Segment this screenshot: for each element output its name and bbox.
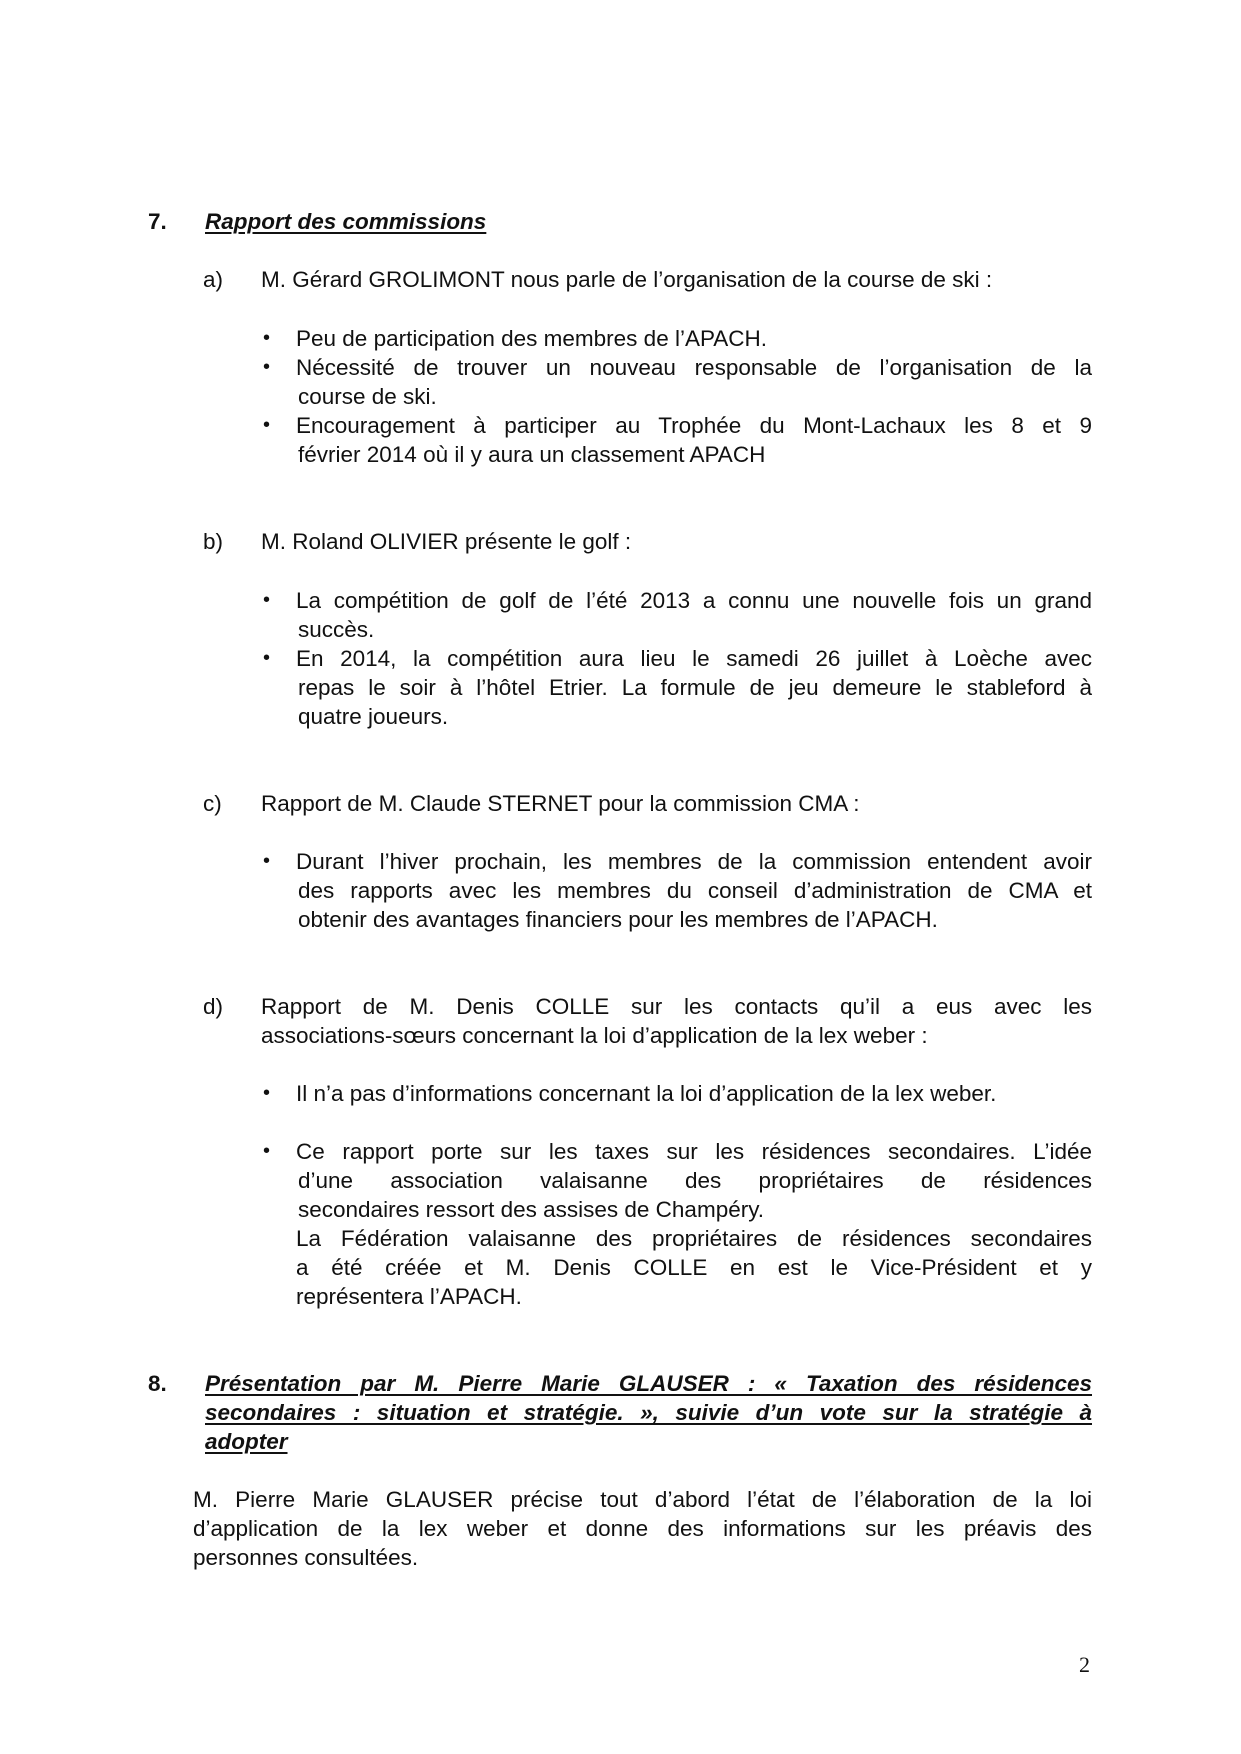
- bullet-text: février 2014 où il y aura un classement APACH: [298, 442, 766, 467]
- bullet-icon: •: [263, 1140, 271, 1162]
- item-a-intro: M. Gérard GROLIMONT nous parle de l’organisation de la course de ski :: [261, 267, 993, 292]
- bullet-icon: •: [263, 356, 271, 378]
- section-8-body: personnes consultées.: [193, 1545, 419, 1570]
- item-d-intro: associations-sœurs concernant la loi d’application de la lex weber :: [261, 1023, 928, 1048]
- section-8-title: adopter: [205, 1429, 288, 1454]
- bullet-text: La Fédération valaisanne des propriétaires de résidences secondaires: [296, 1226, 1092, 1251]
- bullet-text: Nécessité de trouver un nouveau responsable de l’organisation de la: [296, 355, 1092, 380]
- bullet-icon: •: [263, 589, 271, 611]
- bullet-text: Encouragement à participer au Trophée du Mont-Lachaux les 8 et 9: [296, 413, 1092, 438]
- item-a-letter: a): [203, 267, 224, 292]
- item-c-letter: c): [203, 791, 222, 816]
- section-8-body: d’application de la lex weber et donne des informations sur les préavis des: [193, 1516, 1092, 1541]
- section-8-title: Présentation par M. Pierre Marie GLAUSER : « Taxation des résidences: [205, 1371, 1092, 1396]
- item-b-letter: b): [203, 529, 224, 554]
- bullet-text: obtenir des avantages financiers pour les membres de l’APACH.: [298, 907, 938, 932]
- bullet-text: repas le soir à l’hôtel Etrier. La formule de jeu demeure le stableford à: [298, 675, 1092, 700]
- bullet-text: Durant l’hiver prochain, les membres de la commission entendent avoir: [296, 849, 1092, 874]
- bullet-icon: •: [263, 647, 271, 669]
- bullet-text: La compétition de golf de l’été 2013 a connu une nouvelle fois un grand: [296, 588, 1092, 613]
- bullet-text: succès.: [298, 617, 375, 642]
- section-7-number: 7.: [148, 209, 167, 234]
- bullet-icon: •: [263, 850, 271, 872]
- section-8-number: 8.: [148, 1371, 167, 1396]
- item-d-letter: d): [203, 994, 224, 1019]
- item-c-intro: Rapport de M. Claude STERNET pour la commission CMA :: [261, 791, 860, 816]
- item-d-intro: Rapport de M. Denis COLLE sur les contacts qu’il a eus avec les: [261, 994, 1092, 1019]
- bullet-text: des rapports avec les membres du conseil d’administration de CMA et: [298, 878, 1092, 903]
- bullet-text: course de ski.: [298, 384, 437, 409]
- section-8-body: M. Pierre Marie GLAUSER précise tout d’abord l’état de l’élaboration de la loi: [193, 1487, 1092, 1512]
- bullet-text: représentera l’APACH.: [296, 1284, 522, 1309]
- bullet-icon: •: [263, 1082, 271, 1104]
- section-8-title: secondaires : situation et stratégie. », suivie d’un vote sur la stratégie à: [205, 1400, 1092, 1425]
- bullet-text: Il n’a pas d’informations concernant la loi d’application de la lex weber.: [296, 1081, 997, 1106]
- page-number: 2: [1079, 1652, 1090, 1677]
- bullet-text: d’une association valaisanne des propriétaires de résidences: [298, 1168, 1092, 1193]
- bullet-text: quatre joueurs.: [298, 704, 449, 729]
- bullet-text: Ce rapport porte sur les taxes sur les résidences secondaires. L’idée: [296, 1139, 1092, 1164]
- section-7-title: Rapport des commissions: [205, 209, 487, 234]
- bullet-icon: •: [263, 327, 271, 349]
- bullet-text: En 2014, la compétition aura lieu le samedi 26 juillet à Loèche avec: [296, 646, 1092, 671]
- bullet-text: Peu de participation des membres de l’APACH.: [296, 326, 768, 351]
- bullet-text: secondaires ressort des assises de Champéry.: [298, 1197, 765, 1222]
- item-b-intro: M. Roland OLIVIER présente le golf :: [261, 529, 632, 554]
- bullet-text: a été créée et M. Denis COLLE en est le Vice-Président et y: [296, 1255, 1092, 1280]
- bullet-icon: •: [263, 414, 271, 436]
